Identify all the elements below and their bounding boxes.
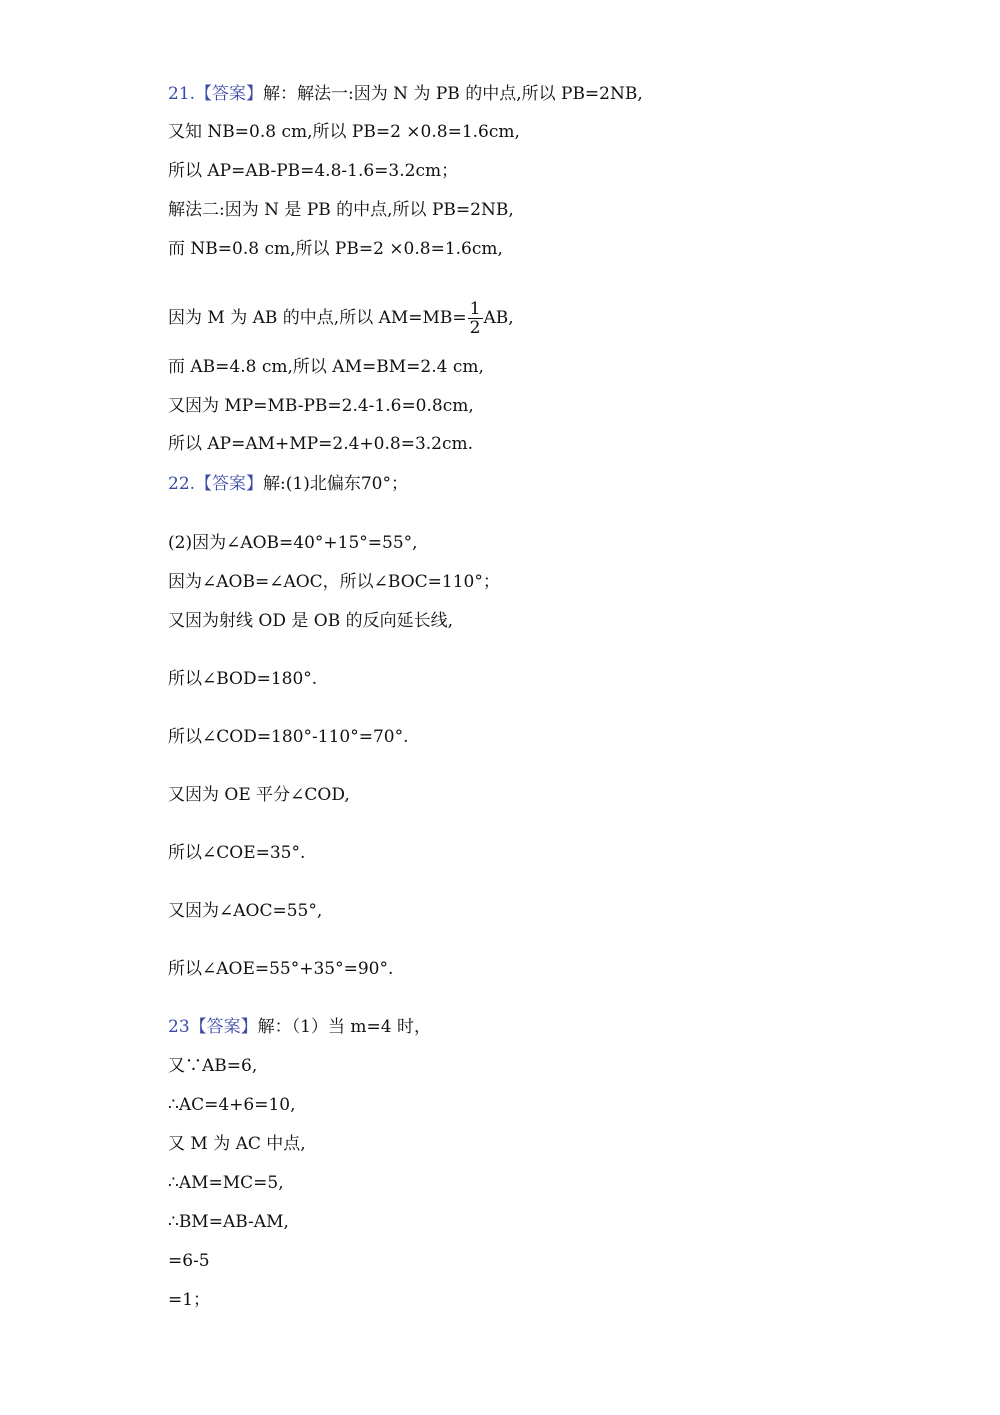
fraction [468, 300, 483, 337]
line-text: 解:(1)北偏东70°； [263, 474, 408, 494]
text-line: 又因为∠AOC=55°, [168, 901, 323, 921]
text-line: 又因为 MP=MB-PB=2.4-1.6=0.8cm, [168, 396, 474, 416]
text-line: 所以 AP=AM+MP=2.4+0.8=3.2cm. [168, 434, 474, 454]
answer-label: 23【答案】 [168, 1017, 258, 1037]
text-line: 又因为 OE 平分∠COD, [168, 785, 350, 805]
text-line [168, 300, 514, 337]
text-line: 所以 AP=AB-PB=4.8-1.6=3.2cm； [168, 161, 459, 181]
text-line: 而 AB=4.8 cm,所以 AM=BM=2.4 cm, [168, 357, 484, 377]
text-line [168, 83, 643, 105]
text-line: 所以∠BOD=180°. [168, 669, 318, 689]
text-line: ∴AC=4+6=10, [168, 1095, 296, 1115]
fraction-numerator: 1 [469, 299, 481, 319]
text-line: 因为∠AOB=∠AOC，所以∠BOC=110°； [168, 572, 500, 592]
answer-label: 22.【答案】 [168, 474, 264, 494]
text-line: =6-5 [168, 1251, 210, 1271]
text-line: 所以∠COD=180°-110°=70°. [168, 727, 409, 747]
text-line: 又 M 为 AC 中点, [168, 1134, 306, 1154]
text-line: (2)因为∠AOB=40°+15°=55°, [168, 533, 418, 553]
text-line: ∴BM=AB-AM, [168, 1212, 289, 1232]
line-text: 因为 M 为 AB 的中点,所以 AM=MB= [168, 308, 467, 328]
text-line: 又因为射线 OD 是 OB 的反向延长线, [168, 611, 454, 631]
text-line: ∴AM=MC=5, [168, 1173, 284, 1193]
text-line: =1； [168, 1290, 211, 1310]
text-line: 解法二:因为 N 是 PB 的中点,所以 PB=2NB, [168, 200, 514, 220]
text-line: 所以∠AOE=55°+35°=90°. [168, 959, 394, 979]
answer-label: 21.【答案】 [168, 84, 264, 104]
text-line: 所以∠COE=35°. [168, 843, 306, 863]
line-text: 解：（1）当 m=4 时， [257, 1017, 431, 1037]
fraction-denominator: 2 [469, 318, 481, 338]
text-line [168, 473, 408, 495]
text-line: 而 NB=0.8 cm,所以 PB=2 ×0.8=1.6cm, [168, 239, 503, 259]
text-line: 又知 NB=0.8 cm,所以 PB=2 ×0.8=1.6cm, [168, 122, 520, 142]
text-line: 又∵AB=6, [168, 1056, 258, 1076]
line-text: AB, [483, 308, 514, 328]
line-text: 解：解法一:因为 N 为 PB 的中点,所以 PB=2NB, [263, 84, 643, 104]
text-line [168, 1016, 431, 1038]
